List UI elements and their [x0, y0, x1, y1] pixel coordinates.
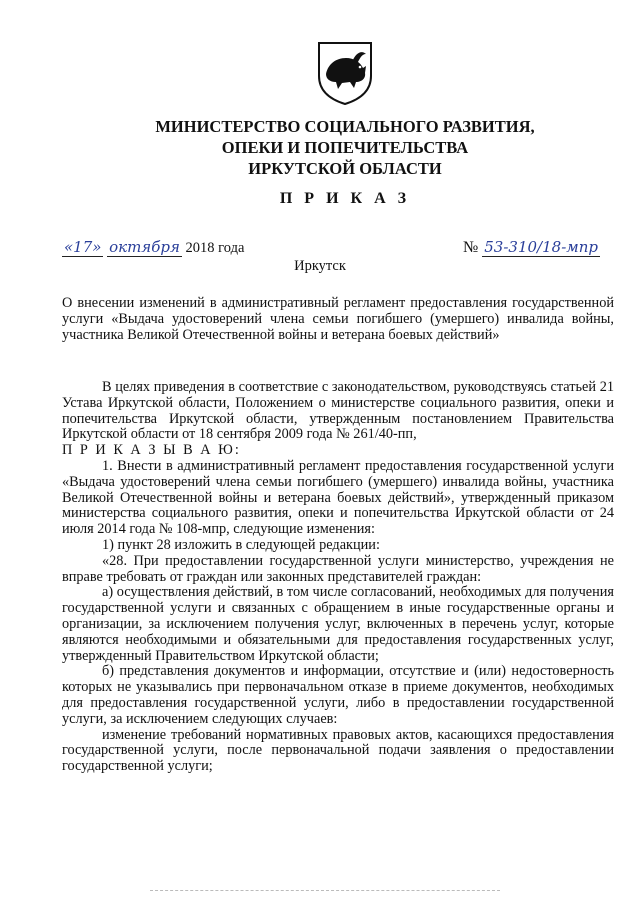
paragraph-6: изменение требований нормативных правовых актов, касающихся предоставления государственной услуги, после первоначальной подачи заявления о предоставлении государственной услуги;: [62, 726, 614, 775]
ministry-line-3: ИРКУТСКОЙ ОБЛАСТИ: [248, 159, 442, 178]
paragraph-1: 1. Внести в административный регламент предоставления государственной услуги «Выдача удостоверений члена семьи погибшего (умершего) инвалида войны, участника Великой Отечественной войны и ветерана боевых действий», утвержденный приказом министерства социального развития, опеки и попечительства Иркутской области от 24 июля 2014 года № 108-мпр, следующие изменения:: [62, 457, 614, 538]
date-day: «17»: [64, 238, 102, 256]
city: Иркутск: [294, 258, 346, 274]
scan-artifact-line: [150, 890, 500, 891]
paragraph-5: б) представления документов и информации, отсутствие и (или) недостоверность которых не указывались при первоначальном отказе в приеме документов, необходимых для предоставления государственной услуги, либо в предоставлении государственной услуги, за исключением следующих случаев:: [62, 663, 614, 727]
paragraph-2: 1) пункт 28 изложить в следующей редакции:: [102, 536, 380, 553]
order-subject: [62, 296, 614, 343]
coat-of-arms-icon: [316, 40, 374, 106]
paragraph-4: а) осуществления действий, в том числе согласований, необходимых для получения государственной услуги и связанных с обращением в иные государственные органы и организации, за исключением получения услуг, включенных в перечень услуг, которые являются необходимыми и обязательными для предоставления государственных услуг, утвержденный Правительством Иркутской области;: [62, 584, 614, 664]
order-number: [463, 238, 600, 257]
paragraph-3: «28. При предоставлении государственной услуги министерство, учреждения не вправе требовать от граждан или законных представителей граждан:: [62, 552, 614, 585]
order-word: П Р И К А З Ы В А Ю:: [62, 442, 241, 459]
date-year: 2018 года: [185, 240, 245, 256]
ministry-line-1: МИНИСТЕРСТВО СОЦИАЛЬНОГО РАЗВИТИЯ,: [155, 117, 535, 136]
ministry-line-2: ОПЕКИ И ПОПЕЧИТЕЛЬСТВА: [221, 138, 469, 157]
date-month: октября: [109, 238, 180, 256]
document-type-title: П Р И К А З: [279, 190, 411, 207]
order-body: [62, 380, 614, 775]
number-value: 53-310/18-мпр: [484, 238, 598, 256]
preamble-paragraph: В целях приведения в соответствие с законодательством, руководствуясь статьей 21 Устава Иркутской области, Положением о министерстве социального развития, опеки и попечительства Иркутской области, утвержденным постановлением Правительства Иркутской области от 18 сентября 2009 года № 261/40-пп,: [62, 379, 614, 443]
order-date: [62, 238, 244, 257]
number-symbol: №: [463, 239, 479, 256]
subject-text: О внесении изменений в административный регламент предоставления государственной услуги «Выдача удостоверений члена семьи погибшего (умершего) инвалида войны, участника Великой Отечественной войны и ветерана боевых действий»: [62, 295, 614, 343]
ministry-name: [140, 116, 550, 179]
